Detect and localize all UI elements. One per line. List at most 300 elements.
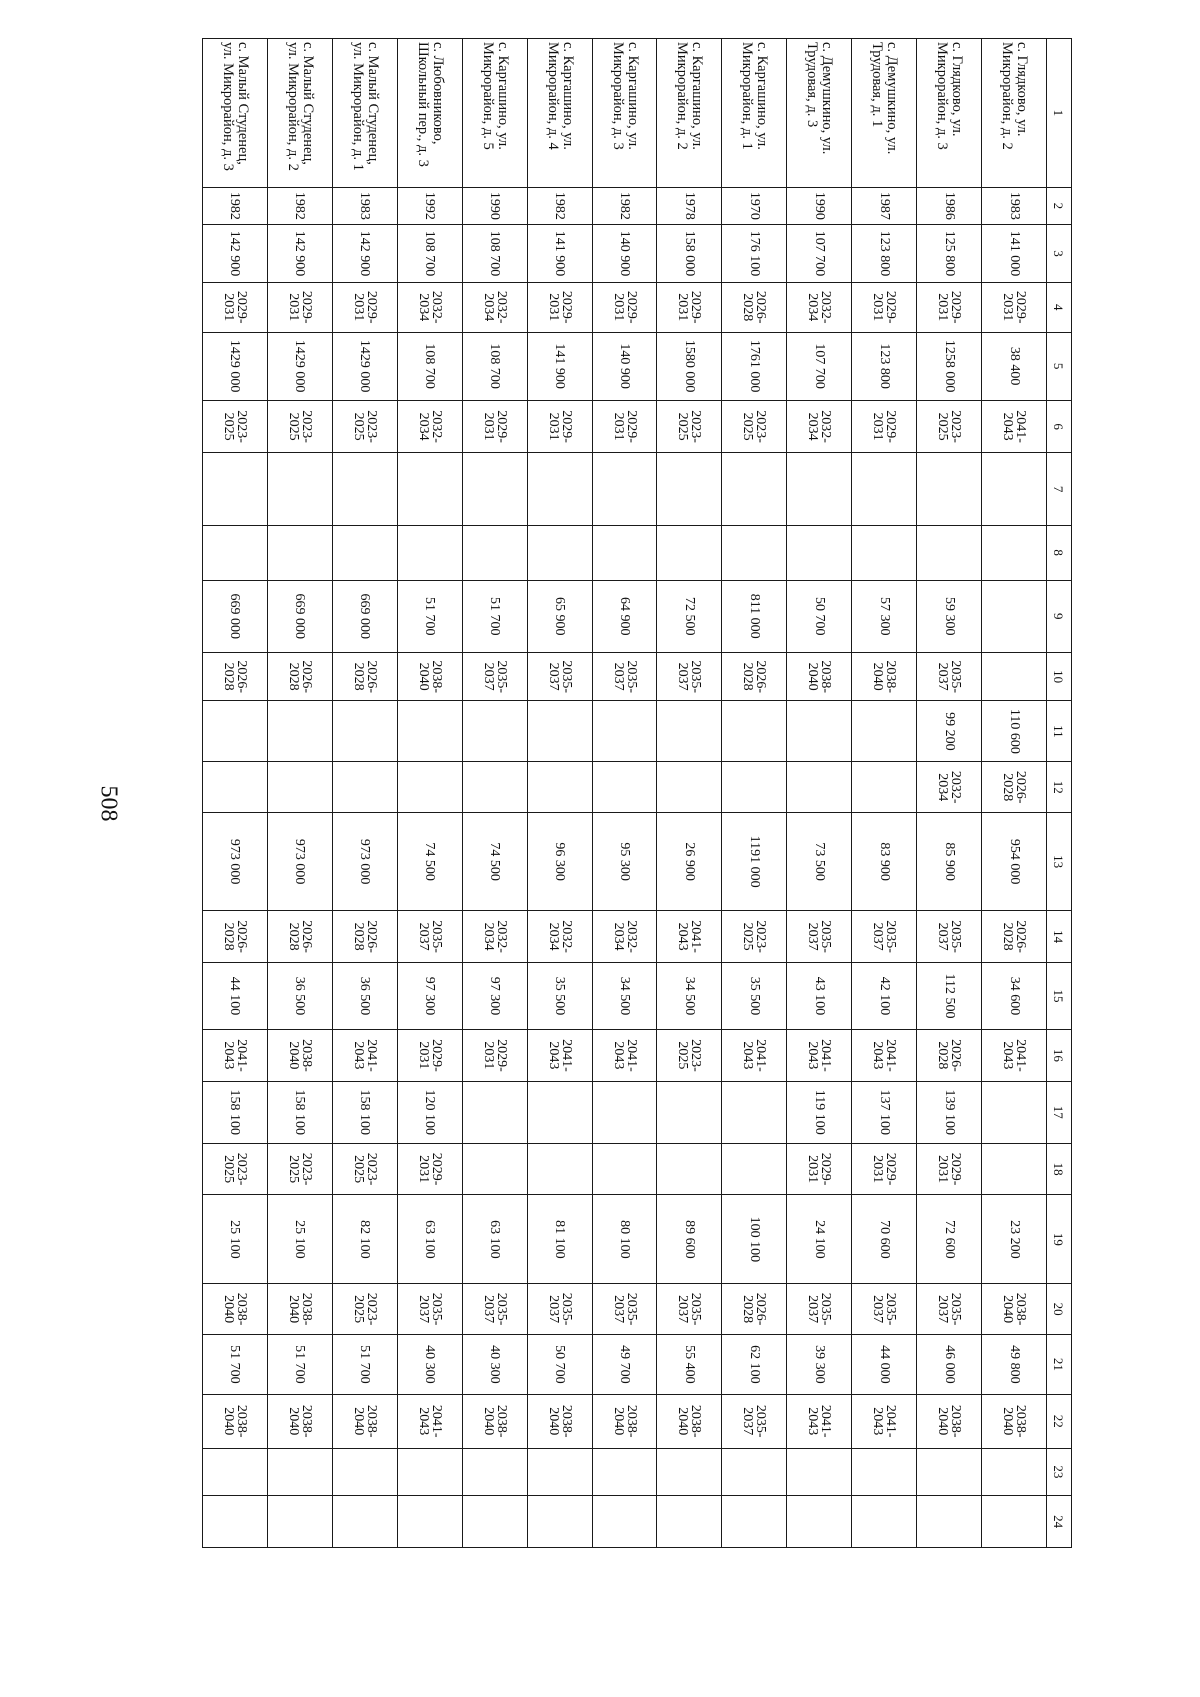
table-cell: 2029- 2031 xyxy=(267,282,332,332)
table-cell xyxy=(657,1448,722,1496)
table-cell: 95 300 xyxy=(592,813,657,911)
table-cell xyxy=(657,453,722,525)
data-table xyxy=(202,38,1072,1548)
table-cell: 2038- 2040 xyxy=(982,1284,1047,1335)
table-cell: 2026- 2028 xyxy=(982,762,1047,813)
table-cell: 107 700 xyxy=(787,332,852,400)
table-cell: 2029- 2031 xyxy=(397,1030,462,1082)
table-cell: 120 100 xyxy=(397,1081,462,1143)
table-cell: 2026- 2028 xyxy=(332,911,397,963)
table-cell: 123 800 xyxy=(852,225,917,283)
table-cell: 2023- 2025 xyxy=(332,400,397,453)
table-cell xyxy=(397,525,462,580)
table-cell: 158 100 xyxy=(267,1081,332,1143)
table-cell: 2029- 2031 xyxy=(917,1143,982,1195)
table-cell: 2035- 2037 xyxy=(397,911,462,963)
table-cell: 2041- 2043 xyxy=(332,1030,397,1082)
table-cell: 2041- 2043 xyxy=(203,1030,268,1082)
column-header: 17 xyxy=(1047,1081,1072,1143)
table-cell: 973 000 xyxy=(332,813,397,911)
table-cell: 70 600 xyxy=(852,1195,917,1284)
table-cell xyxy=(203,453,268,525)
table-cell xyxy=(267,701,332,762)
table-cell: 2038- 2040 xyxy=(787,652,852,701)
table-row xyxy=(982,39,1047,1548)
table-cell: 2023- 2025 xyxy=(657,1030,722,1082)
table-cell: 1429 000 xyxy=(332,332,397,400)
table-cell: 72 600 xyxy=(917,1195,982,1284)
table-cell: 100 100 xyxy=(722,1195,787,1284)
table-cell xyxy=(852,525,917,580)
table-row xyxy=(917,39,982,1548)
table-cell: 63 100 xyxy=(397,1195,462,1284)
table-cell xyxy=(332,762,397,813)
table-cell: 2026- 2028 xyxy=(722,652,787,701)
table-cell xyxy=(657,1143,722,1195)
table-cell xyxy=(527,1143,592,1195)
table-cell: 2035- 2037 xyxy=(657,1284,722,1335)
table-cell: 2026- 2028 xyxy=(722,282,787,332)
table-cell xyxy=(332,701,397,762)
table-cell: 51 700 xyxy=(397,580,462,652)
table-cell: 44 100 xyxy=(203,962,268,1029)
table-cell: 2038- 2040 xyxy=(462,1394,527,1448)
address-cell: с. Демушкино, ул. Трудовая, д. 3 xyxy=(787,39,852,188)
table-cell: 38 400 xyxy=(982,332,1047,400)
table-cell xyxy=(527,453,592,525)
table-cell xyxy=(462,1143,527,1195)
table-cell: 2041- 2043 xyxy=(852,1394,917,1448)
page-number: 508 xyxy=(95,785,122,822)
table-row xyxy=(397,39,462,1548)
table-cell: 139 100 xyxy=(917,1081,982,1143)
table-cell xyxy=(267,525,332,580)
table-cell: 46 000 xyxy=(917,1334,982,1394)
table-cell xyxy=(203,762,268,813)
table-cell: 64 900 xyxy=(592,580,657,652)
table-cell xyxy=(527,1081,592,1143)
table-cell: 57 300 xyxy=(852,580,917,652)
table-cell: 2023- 2025 xyxy=(267,400,332,453)
table-cell xyxy=(592,1496,657,1548)
header-row xyxy=(1047,39,1072,1548)
table-cell: 2023- 2025 xyxy=(332,1284,397,1335)
table-cell xyxy=(917,525,982,580)
table-cell: 1983 xyxy=(332,187,397,224)
table-cell: 2029- 2031 xyxy=(332,282,397,332)
table-cell: 2041- 2043 xyxy=(982,1030,1047,1082)
table-cell: 2041- 2043 xyxy=(527,1030,592,1082)
table-cell: 2032- 2034 xyxy=(462,282,527,332)
table-cell: 2026- 2028 xyxy=(982,911,1047,963)
table-cell xyxy=(657,1496,722,1548)
table-row xyxy=(267,39,332,1548)
table-cell: 2029- 2031 xyxy=(852,400,917,453)
address-cell: с. Малый Студенец, ул. Микрорайон, д. 3 xyxy=(203,39,268,188)
column-header: 20 xyxy=(1047,1284,1072,1335)
table-cell: 1987 xyxy=(852,187,917,224)
table-cell xyxy=(592,762,657,813)
table-cell: 2038- 2040 xyxy=(982,1394,1047,1448)
table-row xyxy=(722,39,787,1548)
column-header: 6 xyxy=(1047,400,1072,453)
table-cell: 59 300 xyxy=(917,580,982,652)
table-cell: 2035- 2037 xyxy=(462,652,527,701)
table-cell: 2023- 2025 xyxy=(203,1143,268,1195)
table-cell: 2029- 2031 xyxy=(592,282,657,332)
table-cell: 2023- 2025 xyxy=(917,400,982,453)
table-cell: 1978 xyxy=(657,187,722,224)
table-cell: 140 900 xyxy=(592,332,657,400)
table-cell xyxy=(787,1496,852,1548)
table-cell xyxy=(657,525,722,580)
table-cell: 2032- 2034 xyxy=(592,911,657,963)
table-cell xyxy=(527,762,592,813)
table-cell: 1258 000 xyxy=(917,332,982,400)
table-body xyxy=(203,39,1047,1548)
table-cell: 63 100 xyxy=(462,1195,527,1284)
table-cell: 176 100 xyxy=(722,225,787,283)
table-cell: 2035- 2037 xyxy=(852,911,917,963)
table-cell xyxy=(917,1496,982,1548)
table-cell xyxy=(852,453,917,525)
table-cell xyxy=(852,762,917,813)
table-cell: 51 700 xyxy=(462,580,527,652)
address-cell: с. Любовниково, Школьный пер., д. 3 xyxy=(397,39,462,188)
table-cell: 2038- 2040 xyxy=(203,1284,268,1335)
table-cell: 2023- 2025 xyxy=(722,911,787,963)
table-cell: 51 700 xyxy=(203,1334,268,1394)
table-cell: 34 500 xyxy=(592,962,657,1029)
table-cell: 1982 xyxy=(527,187,592,224)
table-cell xyxy=(787,1448,852,1496)
table-cell xyxy=(787,453,852,525)
table-cell: 2026- 2028 xyxy=(203,652,268,701)
table-cell: 2035- 2037 xyxy=(527,652,592,701)
table-cell: 36 500 xyxy=(267,962,332,1029)
column-header: 4 xyxy=(1047,282,1072,332)
table-cell xyxy=(722,701,787,762)
table-cell: 34 500 xyxy=(657,962,722,1029)
table-cell xyxy=(722,1496,787,1548)
table-cell: 2026- 2028 xyxy=(332,652,397,701)
table-cell xyxy=(787,701,852,762)
table-cell: 158 000 xyxy=(657,225,722,283)
table-cell: 2041- 2043 xyxy=(657,911,722,963)
table-cell: 1970 xyxy=(722,187,787,224)
table-cell: 2032- 2034 xyxy=(787,400,852,453)
table-cell: 2035- 2037 xyxy=(527,1284,592,1335)
address-cell: с. Глядково, ул. Микрорайон, д. 2 xyxy=(982,39,1047,188)
table-cell: 2038- 2040 xyxy=(592,1394,657,1448)
table-cell: 2041- 2043 xyxy=(722,1030,787,1082)
table-cell xyxy=(203,701,268,762)
column-header: 13 xyxy=(1047,813,1072,911)
column-header: 9 xyxy=(1047,580,1072,652)
table-cell: 35 500 xyxy=(527,962,592,1029)
table-cell xyxy=(592,525,657,580)
table-cell: 2041- 2043 xyxy=(397,1394,462,1448)
table-cell xyxy=(203,525,268,580)
table-cell: 2029- 2031 xyxy=(592,400,657,453)
table-cell xyxy=(852,1496,917,1548)
table-cell xyxy=(982,525,1047,580)
table-cell: 137 100 xyxy=(852,1081,917,1143)
table-cell: 108 700 xyxy=(462,225,527,283)
table-cell xyxy=(982,1496,1047,1548)
table-cell xyxy=(592,1081,657,1143)
table-cell: 1986 xyxy=(917,187,982,224)
table-cell: 74 500 xyxy=(462,813,527,911)
table-cell: 2035- 2037 xyxy=(657,652,722,701)
table-cell: 2032- 2034 xyxy=(397,282,462,332)
table-cell: 2038- 2040 xyxy=(657,1394,722,1448)
table-cell: 51 700 xyxy=(332,1334,397,1394)
table-cell: 2035- 2037 xyxy=(787,911,852,963)
table-cell: 83 900 xyxy=(852,813,917,911)
table-cell: 65 900 xyxy=(527,580,592,652)
table-cell: 2029- 2031 xyxy=(852,1143,917,1195)
address-cell: с. Малый Студенец, ул. Микрорайон, д. 1 xyxy=(332,39,397,188)
table-cell: 2029- 2031 xyxy=(527,400,592,453)
table-cell: 1983 xyxy=(982,187,1047,224)
table-cell xyxy=(462,1448,527,1496)
table-cell: 1982 xyxy=(592,187,657,224)
column-header: 22 xyxy=(1047,1394,1072,1448)
table-cell: 2029- 2031 xyxy=(852,282,917,332)
table-cell: 2026- 2028 xyxy=(267,652,332,701)
table-cell: 96 300 xyxy=(527,813,592,911)
table-cell: 2035- 2037 xyxy=(462,1284,527,1335)
address-cell: с. Каргашино, ул. Микрорайон, д. 4 xyxy=(527,39,592,188)
table-cell: 2038- 2040 xyxy=(917,1394,982,1448)
table-cell: 2035- 2037 xyxy=(917,911,982,963)
table-cell: 2035- 2037 xyxy=(917,652,982,701)
column-header: 11 xyxy=(1047,701,1072,762)
table-cell: 99 200 xyxy=(917,701,982,762)
table-cell: 142 900 xyxy=(332,225,397,283)
table-cell: 1990 xyxy=(787,187,852,224)
table-cell xyxy=(462,1496,527,1548)
table-cell: 141 900 xyxy=(527,225,592,283)
column-header: 18 xyxy=(1047,1143,1072,1195)
table-cell xyxy=(267,762,332,813)
table-cell: 2035- 2037 xyxy=(852,1284,917,1335)
table-cell: 23 200 xyxy=(982,1195,1047,1284)
table-cell: 2038- 2040 xyxy=(267,1030,332,1082)
table-cell: 35 500 xyxy=(722,962,787,1029)
table-cell: 2029- 2031 xyxy=(203,282,268,332)
table-cell: 2035- 2037 xyxy=(592,652,657,701)
table-cell: 85 900 xyxy=(917,813,982,911)
table-cell: 39 300 xyxy=(787,1334,852,1394)
table-cell: 119 100 xyxy=(787,1081,852,1143)
column-header: 15 xyxy=(1047,962,1072,1029)
table-cell: 142 900 xyxy=(267,225,332,283)
column-header: 21 xyxy=(1047,1334,1072,1394)
table-cell: 2032- 2034 xyxy=(527,911,592,963)
column-header: 14 xyxy=(1047,911,1072,963)
table-cell: 42 100 xyxy=(852,962,917,1029)
table-cell: 2032- 2034 xyxy=(787,282,852,332)
table-cell xyxy=(462,762,527,813)
table-cell: 2041- 2043 xyxy=(592,1030,657,1082)
column-header: 24 xyxy=(1047,1496,1072,1548)
table-cell xyxy=(267,453,332,525)
table-cell: 107 700 xyxy=(787,225,852,283)
table-cell: 1761 000 xyxy=(722,332,787,400)
table-cell xyxy=(982,1448,1047,1496)
table-cell: 2023- 2025 xyxy=(657,400,722,453)
address-cell: с. Каргашино, ул. Микрорайон, д. 3 xyxy=(592,39,657,188)
table-cell: 89 600 xyxy=(657,1195,722,1284)
column-header: 3 xyxy=(1047,225,1072,283)
table-cell: 1191 000 xyxy=(722,813,787,911)
table-cell xyxy=(332,1496,397,1548)
table-cell xyxy=(657,1081,722,1143)
column-header: 16 xyxy=(1047,1030,1072,1082)
table-row xyxy=(787,39,852,1548)
table-cell xyxy=(462,525,527,580)
table-cell xyxy=(397,701,462,762)
table-cell: 55 400 xyxy=(657,1334,722,1394)
table-cell xyxy=(592,453,657,525)
table-cell: 2038- 2040 xyxy=(527,1394,592,1448)
table-cell xyxy=(462,701,527,762)
table-cell: 669 000 xyxy=(332,580,397,652)
table-cell: 158 100 xyxy=(332,1081,397,1143)
table-cell: 50 700 xyxy=(527,1334,592,1394)
table-cell: 141 000 xyxy=(982,225,1047,283)
table-cell xyxy=(787,525,852,580)
table-cell: 34 600 xyxy=(982,962,1047,1029)
table-cell: 2029- 2031 xyxy=(982,282,1047,332)
table-cell: 108 700 xyxy=(397,332,462,400)
address-cell: с. Малый Студенец, ул. Микрорайон, д. 2 xyxy=(267,39,332,188)
table-cell: 811 000 xyxy=(722,580,787,652)
table-cell: 80 100 xyxy=(592,1195,657,1284)
table-cell: 2035- 2037 xyxy=(917,1284,982,1335)
table-cell: 81 100 xyxy=(527,1195,592,1284)
table-cell: 49 800 xyxy=(982,1334,1047,1394)
table-cell: 1429 000 xyxy=(203,332,268,400)
table-cell: 158 100 xyxy=(203,1081,268,1143)
table-cell: 2029- 2031 xyxy=(462,1030,527,1082)
table-cell: 36 500 xyxy=(332,962,397,1029)
column-header: 5 xyxy=(1047,332,1072,400)
table-cell: 1990 xyxy=(462,187,527,224)
address-cell: с. Каргашино, ул. Микрорайон, д. 2 xyxy=(657,39,722,188)
table-cell: 2023- 2025 xyxy=(203,400,268,453)
table-cell: 2023- 2025 xyxy=(267,1143,332,1195)
column-header: 19 xyxy=(1047,1195,1072,1284)
table-cell: 2023- 2025 xyxy=(722,400,787,453)
table-cell xyxy=(917,1448,982,1496)
table-cell xyxy=(332,525,397,580)
table-cell: 2041- 2043 xyxy=(787,1030,852,1082)
table-row xyxy=(203,39,268,1548)
table-cell: 1429 000 xyxy=(267,332,332,400)
table-cell: 44 000 xyxy=(852,1334,917,1394)
column-header: 10 xyxy=(1047,652,1072,701)
table-cell xyxy=(332,1448,397,1496)
table-cell: 2029- 2031 xyxy=(917,282,982,332)
table-cell: 73 500 xyxy=(787,813,852,911)
table-row xyxy=(657,39,722,1548)
table-cell: 25 100 xyxy=(203,1195,268,1284)
table-cell: 62 100 xyxy=(722,1334,787,1394)
table-cell xyxy=(397,1448,462,1496)
table-cell: 82 100 xyxy=(332,1195,397,1284)
table-cell: 97 300 xyxy=(462,962,527,1029)
table-cell xyxy=(657,762,722,813)
table-cell: 74 500 xyxy=(397,813,462,911)
table-cell: 2032- 2034 xyxy=(462,911,527,963)
table-cell: 2026- 2028 xyxy=(267,911,332,963)
table-cell xyxy=(527,1496,592,1548)
table-cell xyxy=(722,762,787,813)
address-cell: с. Глядково, ул. Микрорайон, д. 3 xyxy=(917,39,982,188)
table-cell xyxy=(982,652,1047,701)
address-cell: с. Каргашино, ул. Микрорайон, д. 5 xyxy=(462,39,527,188)
table-cell: 2035- 2037 xyxy=(592,1284,657,1335)
table-cell xyxy=(267,1448,332,1496)
table-cell: 26 900 xyxy=(657,813,722,911)
table-cell: 108 700 xyxy=(397,225,462,283)
table-cell xyxy=(917,453,982,525)
table-cell: 110 600 xyxy=(982,701,1047,762)
column-header: 2 xyxy=(1047,187,1072,224)
table-cell xyxy=(397,453,462,525)
table-cell: 2038- 2040 xyxy=(397,652,462,701)
table-cell xyxy=(527,525,592,580)
table-cell xyxy=(462,453,527,525)
table-cell xyxy=(982,580,1047,652)
table-row xyxy=(852,39,917,1548)
table-cell xyxy=(982,453,1047,525)
table-cell: 2029- 2031 xyxy=(462,400,527,453)
table-cell xyxy=(722,525,787,580)
table-cell xyxy=(332,453,397,525)
column-header: 23 xyxy=(1047,1448,1072,1496)
table-cell xyxy=(787,762,852,813)
table-cell: 2026- 2028 xyxy=(917,1030,982,1082)
column-header: 1 xyxy=(1047,39,1072,188)
table-cell: 2032- 2034 xyxy=(917,762,982,813)
table-cell: 2029- 2031 xyxy=(397,1143,462,1195)
table-cell xyxy=(592,701,657,762)
table-cell xyxy=(592,1143,657,1195)
table-cell: 2029- 2031 xyxy=(657,282,722,332)
column-header: 7 xyxy=(1047,453,1072,525)
table-cell: 50 700 xyxy=(787,580,852,652)
table-cell xyxy=(397,762,462,813)
table-cell xyxy=(722,1081,787,1143)
table-cell: 97 300 xyxy=(397,962,462,1029)
table-cell: 51 700 xyxy=(267,1334,332,1394)
table-row xyxy=(332,39,397,1548)
table-cell: 2035- 2037 xyxy=(787,1284,852,1335)
table-cell: 2029- 2031 xyxy=(787,1143,852,1195)
table-cell: 2041- 2043 xyxy=(982,400,1047,453)
table-cell: 2035- 2037 xyxy=(397,1284,462,1335)
table-cell: 25 100 xyxy=(267,1195,332,1284)
table-cell: 1982 xyxy=(203,187,268,224)
table-cell: 1992 xyxy=(397,187,462,224)
table-cell: 954 000 xyxy=(982,813,1047,911)
table-cell: 2032- 2034 xyxy=(397,400,462,453)
table-cell: 40 300 xyxy=(462,1334,527,1394)
